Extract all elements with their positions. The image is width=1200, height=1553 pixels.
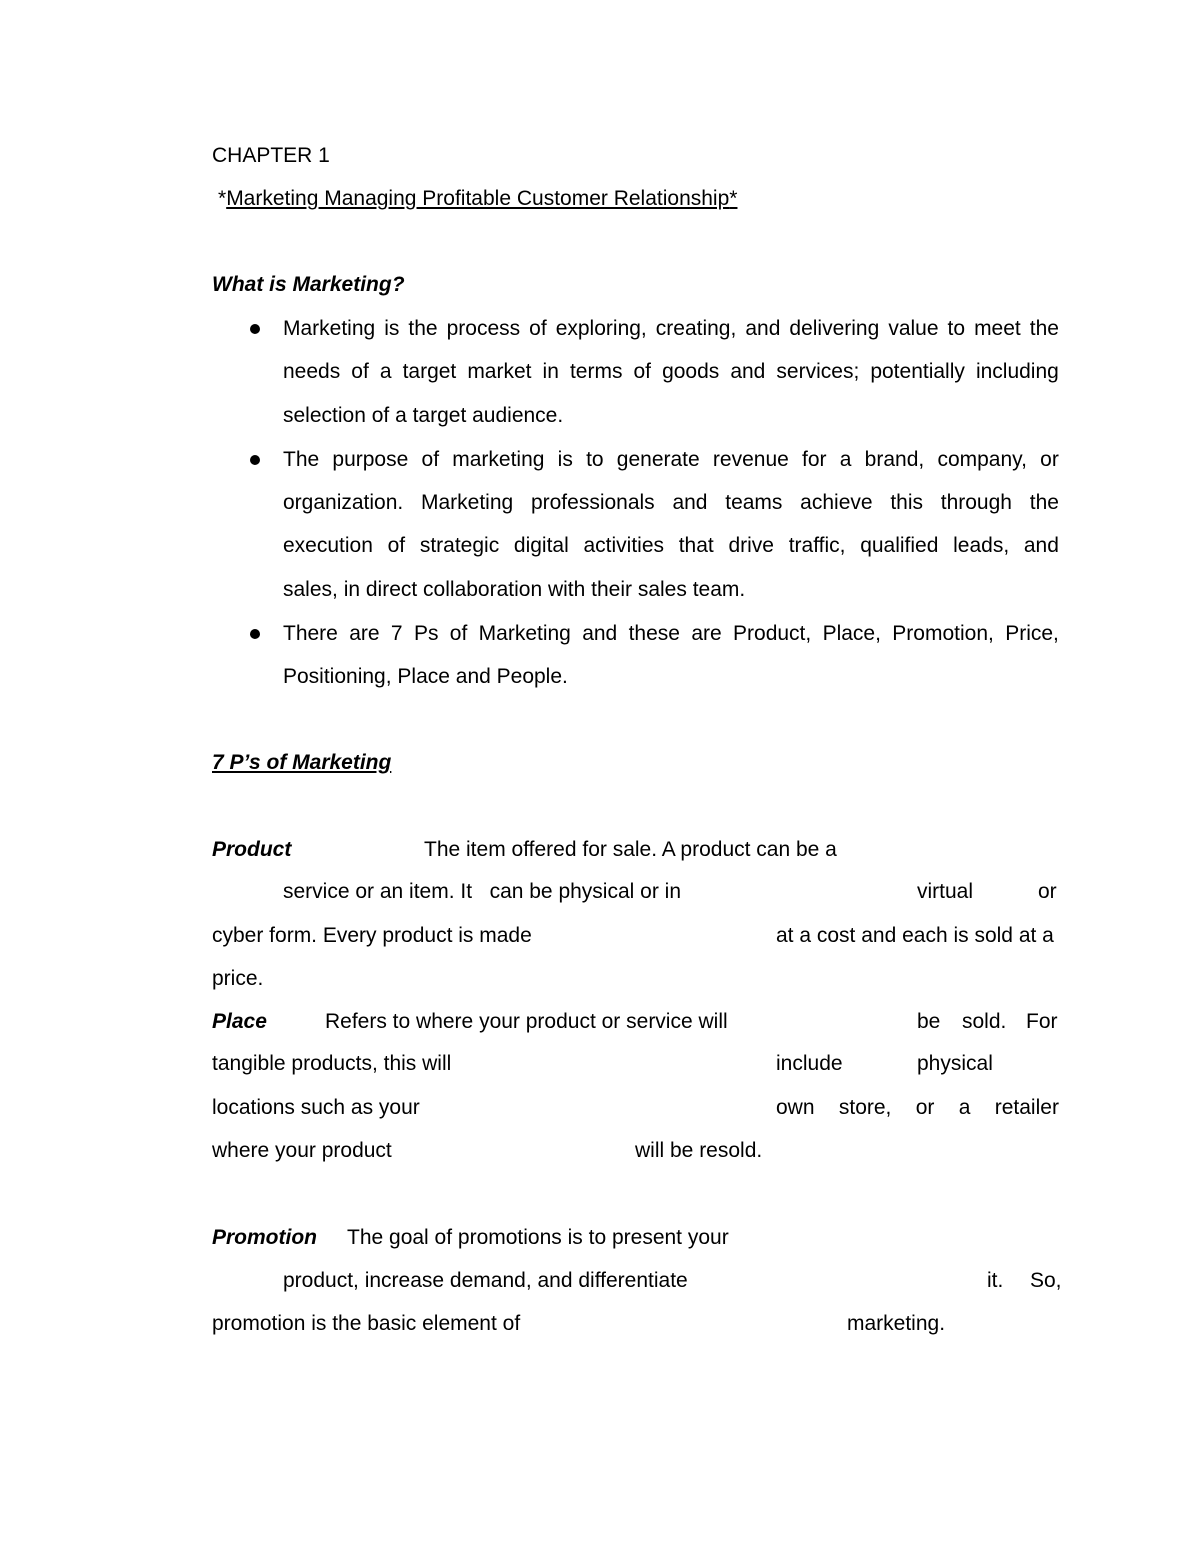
product-text: virtual [917,880,974,903]
word: company, [937,448,1027,471]
bullet-dot [250,629,260,639]
word: qualified [860,534,939,557]
word: the [1029,317,1059,340]
word: Marketing [283,317,376,340]
word: and [582,622,618,645]
bullet-dot [250,455,260,465]
word: a [958,1096,971,1119]
promotion-text: So, [1030,1269,1062,1292]
word: retailer [994,1096,1059,1119]
word: Marketing [421,491,514,514]
product-text: service or an item. It can be physical or in [283,880,682,903]
word: revenue [712,448,789,471]
place-text: Refers to where your product or service will [325,1010,728,1033]
word: these [628,622,680,645]
word: purpose [332,448,409,471]
word: market [467,360,532,383]
word: in [542,360,559,383]
word: Place, [822,622,881,645]
bullet-3-line-2: Positioning, Place and People. [283,665,568,688]
word: professionals [530,491,655,514]
word: value [888,317,939,340]
place-text: be [917,1010,941,1033]
word: through [940,491,1012,514]
word: goods [662,360,720,383]
word: terms [569,360,623,383]
bullet-1-line-1 [283,316,1059,342]
place-text: sold. [962,1010,1007,1033]
bullet-2-line-1 [283,447,1059,473]
word: delivering [789,317,880,340]
word: of [633,360,652,383]
word: is [557,448,573,471]
word: of [387,534,406,557]
word: The [283,448,320,471]
word: the [1029,491,1059,514]
word: digital [513,534,569,557]
product-text: price. [212,967,264,990]
word: is [384,317,400,340]
word: drive [728,534,774,557]
bullet-1-line-2 [283,359,1059,385]
word: own [776,1096,815,1119]
bullet-2-line-2 [283,490,1059,516]
word: target [402,360,457,383]
word: generate [616,448,700,471]
seven-ps-heading: 7 P’s of Marketing [212,751,392,774]
word: exploring, [555,317,647,340]
word: organization. [283,491,404,514]
place-text: physical [917,1052,993,1075]
bullet-2-line-4: sales, in direct collaboration with their sales team. [283,578,746,601]
promotion-text: product, increase demand, and differentiate [283,1269,688,1292]
word: Promotion, [892,622,994,645]
word: and [672,491,708,514]
word: are [349,622,380,645]
word: and [730,360,766,383]
word: and [745,317,781,340]
word: execution [283,534,373,557]
word: process [446,317,521,340]
word: are [691,622,722,645]
word: including [975,360,1059,383]
word: Ps [413,622,439,645]
word: leads, [953,534,1010,557]
word: this [890,491,923,514]
word: store, [838,1096,892,1119]
word: meet [974,317,1021,340]
place-text: where your product [212,1139,392,1162]
word: Product, [733,622,812,645]
promotion-text: marketing. [847,1312,946,1335]
word: for [802,448,827,471]
chapter-subtitle: *Marketing Managing Profitable Customer Relationship* [218,187,738,210]
word: or [915,1096,935,1119]
word: 7 [390,622,403,645]
place-text: tangible products, this will [212,1052,452,1075]
word: teams [725,491,783,514]
word: Marketing [478,622,571,645]
word: services; [776,360,860,383]
word: that [678,534,714,557]
word: potentially [870,360,965,383]
chapter-title: CHAPTER 1 [212,144,330,167]
product-text: or [1038,880,1057,903]
word: traffic, [788,534,846,557]
product-text: cyber form. Every product is made [212,924,532,947]
place-text [776,1095,1059,1121]
word: or [1040,448,1059,471]
word: Price, [1005,622,1059,645]
promotion-label: Promotion [212,1226,317,1249]
promotion-text: it. [987,1269,1004,1292]
bullet-3-line-1 [283,621,1059,647]
place-text: include [776,1052,843,1075]
word: achieve [800,491,873,514]
product-label: Product [212,838,292,861]
promotion-text: The goal of promotions is to present your [347,1226,729,1249]
product-text: at a cost and each is sold at a [776,924,1054,947]
place-text: locations such as your [212,1096,420,1119]
word: the [408,317,438,340]
place-label: Place [212,1010,267,1033]
word: activities [583,534,665,557]
word: brand, [864,448,925,471]
word: to [586,448,604,471]
word: a [379,360,392,383]
bullet-1-line-3: selection of a target audience. [283,404,564,427]
bullet-2-line-3 [283,533,1059,559]
place-text: will be resold. [635,1139,763,1162]
word: marketing [452,448,545,471]
word: a [839,448,852,471]
word: creating, [655,317,737,340]
word: There [283,622,338,645]
promotion-text: promotion is the basic element of [212,1312,521,1335]
place-text: For [1026,1010,1058,1033]
word: and [1023,534,1059,557]
word: strategic [419,534,500,557]
what-is-marketing-heading: What is Marketing? [212,273,405,296]
word: of [421,448,440,471]
word: to [947,317,966,340]
word: needs [283,360,341,383]
word: of [449,622,468,645]
word: of [529,317,547,340]
word: of [351,360,369,383]
product-text: The item offered for sale. A product can be a [424,838,837,861]
bullet-dot [250,324,260,334]
